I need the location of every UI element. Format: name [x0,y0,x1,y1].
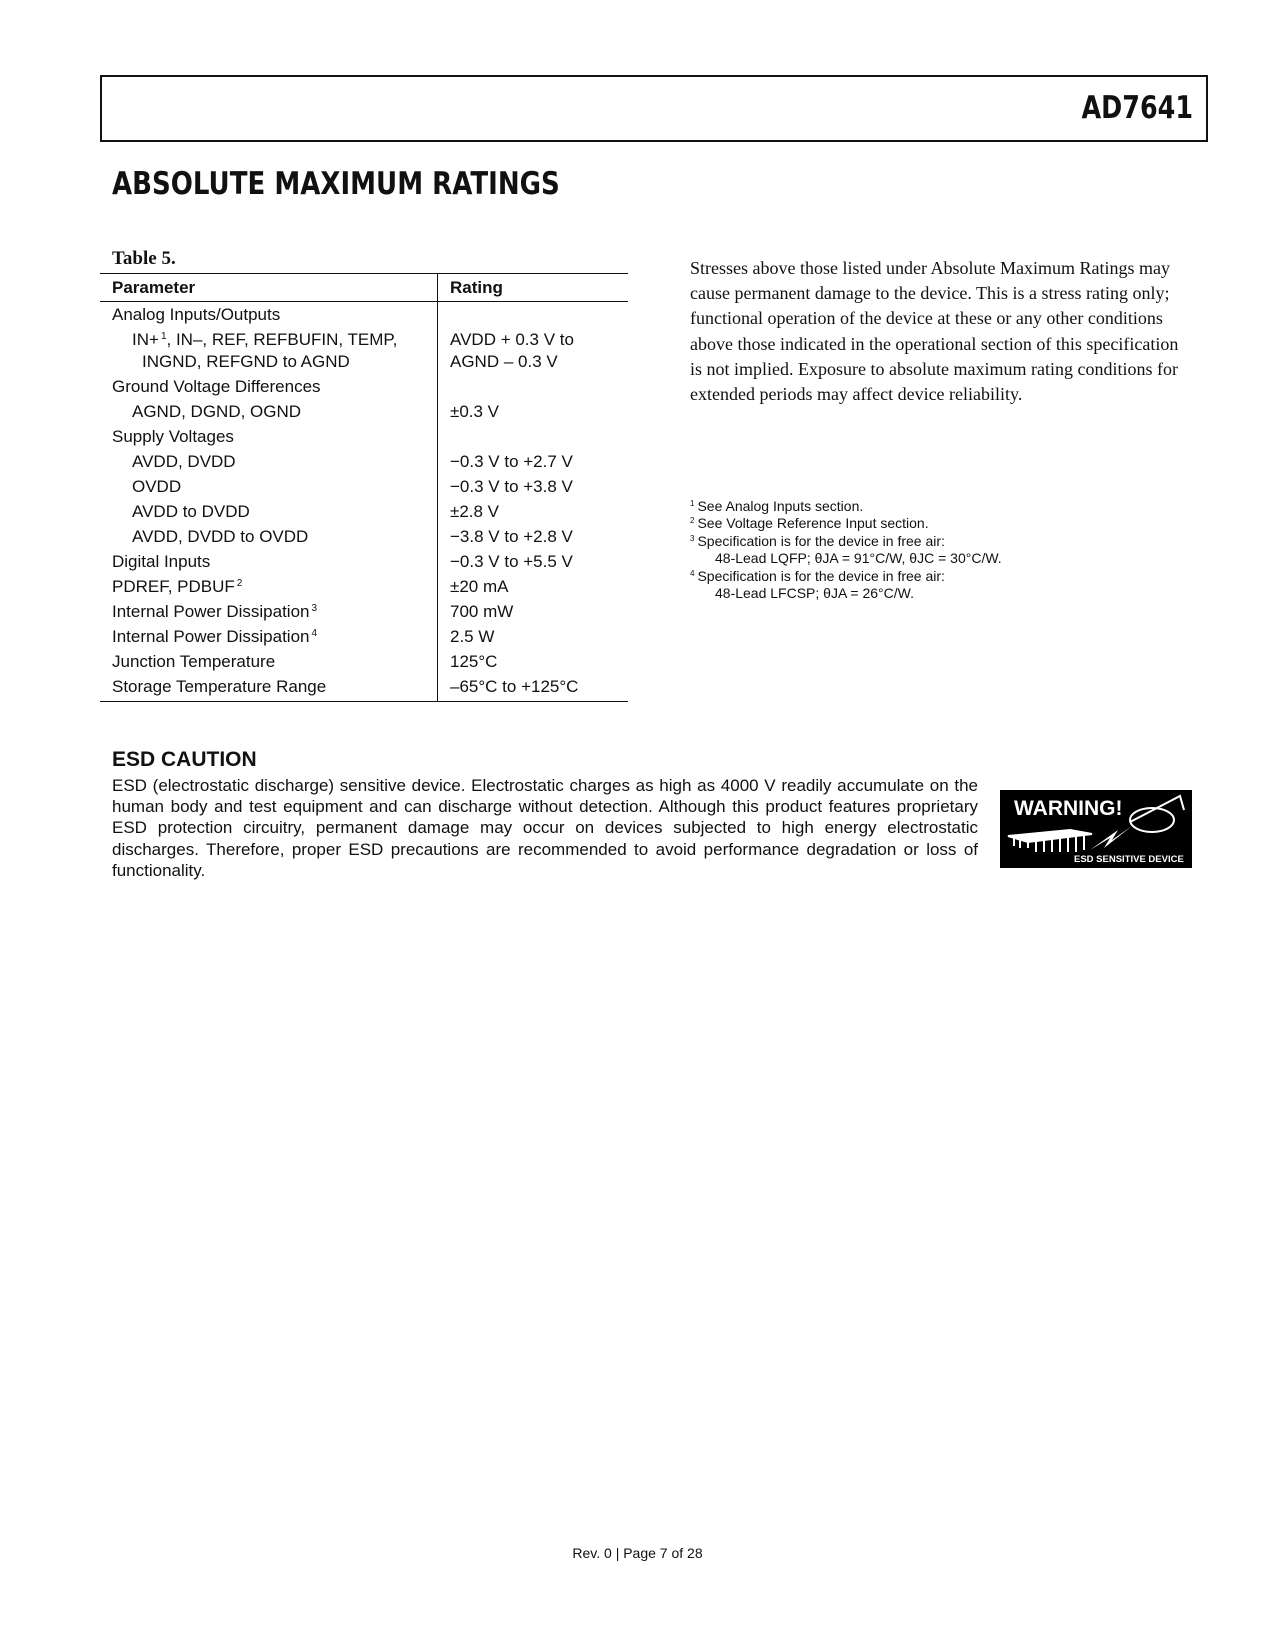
page-header [100,75,1208,142]
rating-cell [438,302,629,328]
column-header-parameter: Parameter [100,274,438,302]
footnote [690,533,1210,550]
table-row [100,424,628,449]
parameter-cell: Storage Temperature Range [100,674,438,702]
footnotes [690,498,1210,602]
table-row [100,674,628,702]
rating-cell [438,374,629,399]
rating-text: AVDD + 0.3 V to [450,330,574,349]
table-caption: Table 5. [112,248,176,269]
table-row [100,302,628,328]
rating-cell: ±2.8 V [438,499,629,524]
lightning-icon [1090,826,1132,850]
rating-text: AGND – 0.3 V [450,352,558,371]
rating-cell [438,424,629,449]
footnote-number: 1 [690,499,695,508]
table-row [100,549,628,574]
parameter-cell: AVDD, DVDD [132,452,236,471]
table-row [100,399,628,424]
rating-cell: ±20 mA [438,574,629,599]
parameter-text: Internal Power Dissipation [112,627,310,646]
footnote-ref: 4 [311,628,318,639]
parameter-cell: AVDD to DVDD [132,502,250,521]
ratings-table [100,273,628,702]
parameter-cell [100,624,438,649]
footnote [690,498,1210,515]
table-row [100,524,628,549]
table-row [100,599,628,624]
rating-cell: –65°C to +125°C [438,674,629,702]
esd-warning-badge [1000,790,1192,868]
footnote-text: Specification is for the device in free air: [697,567,945,584]
footnote-text: See Analog Inputs section. [697,498,864,514]
hand-icon [1130,796,1184,832]
parameter-text: Internal Power Dissipation [112,602,310,621]
parameter-cell [100,327,438,374]
footnote-number: 2 [690,516,695,526]
parameter-cell: Ground Voltage Differences [112,377,321,396]
footnote-text: See Voltage Reference Input section. [697,515,929,532]
rating-cell: 700 mW [438,599,629,624]
footnote-ref: 1 [160,331,167,342]
stress-note: Stresses above those listed under Absolute Maximum Ratings may cause permanent damage to the device. This is a stress rating only; functional operation of the device at these or any other conditions above those indicated in the operational section of this specification is not implied. Exposure to absolute maximum rating conditions for extended periods may affect device reliability. [690,258,1179,405]
parameter-cell: Junction Temperature [112,652,276,671]
parameter-text: PDREF, PDBUF [112,577,235,596]
parameter-text: INGND, REFGND to AGND [142,352,350,371]
page-footer: Rev. 0 | Page 7 of 28 [572,1545,703,1561]
parameter-cell: AGND, DGND, OGND [132,402,302,421]
table-row [100,574,628,599]
parameter-cell: OVDD [132,477,182,496]
rating-cell: −3.8 V to +2.8 V [438,524,629,549]
table-row [100,327,628,374]
parameter-cell [100,599,438,624]
footnote-ref: 3 [311,603,318,614]
badge-caption: ESD SENSITIVE DEVICE [1074,854,1184,865]
rating-cell: 2.5 W [438,624,629,649]
esd-caution-text: ESD (electrostatic discharge) sensitive device. Electrostatic charges as high as 4000 V readily accumulate on the human body and test equipment and can discharge without detection. Although this product features proprietary ESD protection circuitry, permanent damage may occur on devices subjected to high energy electrostatic discharges. Therefore, proper ESD precautions are recommended to avoid performance degradation or loss of functionality. [112,776,978,880]
parameter-cell [100,574,438,599]
rating-cell: 125°C [438,649,629,674]
footnote [690,515,1210,532]
table-row [100,449,628,474]
parameter-cell: AVDD, DVDD to OVDD [132,527,309,546]
table-row [100,624,628,649]
table-row [100,499,628,524]
table-row [100,474,628,499]
footnote [690,568,1210,585]
parameter-cell: Analog Inputs/Outputs [112,305,281,324]
part-number: AD7641 [1081,90,1193,126]
table-header-row [100,274,628,302]
footnote-number: 3 [690,533,695,543]
rating-cell: −0.3 V to +3.8 V [438,474,629,499]
badge-title: WARNING! [1014,797,1123,820]
rating-cell: −0.3 V to +2.7 V [438,449,629,474]
footnote-detail: 48-Lead LQFP; θJA = 91°C/W, θJC = 30°C/W. [715,550,1002,567]
table-row [100,649,628,674]
chip-icon [1008,830,1092,852]
parameter-text: , IN–, REF, REFBUFIN, TEMP, [166,330,398,349]
footnote-detail: 48-Lead LFCSP; θJA = 26°C/W. [715,585,914,602]
column-header-rating: Rating [438,274,629,302]
rating-cell: −0.3 V to +5.5 V [438,549,629,574]
table-row [100,374,628,399]
parameter-text: IN+ [132,330,159,349]
rating-cell: ±0.3 V [438,399,629,424]
footnote-ref: 2 [236,578,243,589]
footnote-number: 4 [690,568,695,578]
parameter-cell: Supply Voltages [112,427,234,446]
esd-caution-heading: ESD CAUTION [112,748,257,771]
parameter-cell: Digital Inputs [112,552,211,571]
rating-cell [438,327,629,374]
esd-warning-graphic [1000,790,1192,868]
footnote-text: Specification is for the device in free air: [697,532,945,549]
section-title: ABSOLUTE MAXIMUM RATINGS [112,166,560,202]
